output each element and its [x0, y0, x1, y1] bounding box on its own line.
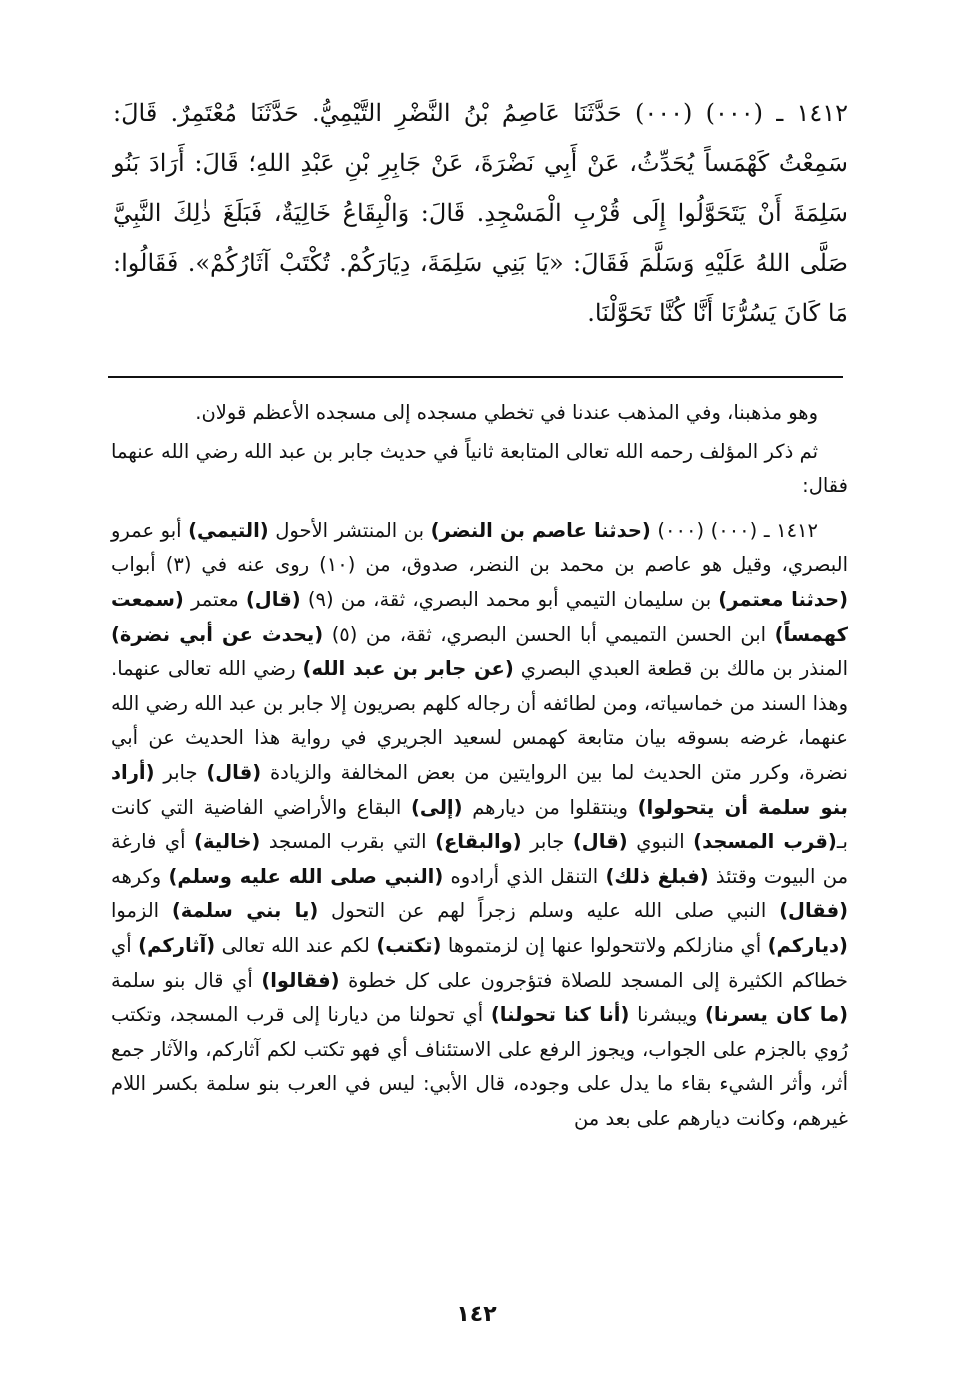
text-segment: وكرهه [111, 864, 169, 888]
text-segment: التنقل الذي أرادوه [443, 864, 606, 888]
text-segment: بن المنتشر الأحول [268, 518, 431, 542]
bold-quote-segment: (أنا كنا تحولنا) [490, 1003, 630, 1027]
bold-quote-segment: (قال) [245, 587, 301, 611]
text-segment: لكم عند الله تعالى [215, 933, 377, 957]
bold-quote-segment: (آثاركم) [138, 933, 216, 957]
bold-quote-segment: (النبي صلى الله عليه وسلم) [168, 864, 444, 888]
text-segment: الزموا [111, 899, 172, 923]
bold-quote-segment: (سمعت كهمساً) [111, 587, 848, 646]
text-segment: أي فارغة من البيوت وقتئذ [111, 830, 849, 888]
bold-quote-segment: (قال) [572, 830, 628, 854]
text-segment: أي خطاكم الكثيرة إلى المسجد للصلاة فتؤجرون على كل خطوة [111, 933, 848, 992]
bold-quote-segment: (حدثنا عاصم بن النضر) [430, 518, 651, 542]
text-segment: أي قال بنو سلمة [111, 968, 262, 992]
footnote-separator [108, 376, 843, 378]
bold-quote-segment: (التيمي) [188, 518, 269, 542]
text-segment: النبوي [627, 830, 694, 854]
bold-quote-segment: (ما كان يسرنا) [705, 1003, 849, 1027]
hadith-text: ١٤١٢ ـ (٠٠٠) (٠٠٠) حَدَّثَنَا عَاصِمُ بْنُ النَّضْرِ التَّيْمِيُّ. حَدَّثَنَا مُعْتَمِرٌ. قَالَ: سَمِعْتُ كَهْمَساً يُحَدِّثُ، عَنْ أَبِي نَضْرَةَ، عَنْ جَابِرِ بْنِ عَبْدِ اللهِ؛ قَالَ: أَرَادَ بَنُو سَلِمَةَ أَنْ يَتَحَوَّلُوا إِلَى قُرْبِ الْمَسْجِدِ. قَالَ: وَالْبِقَاعُ خَالِيَةٌ، فَبَلَغَ ذٰلِكَ النَّبِيَّ صَلَّى اللهُ عَلَيْهِ وَسَلَّمَ فَقَالَ: «يَا بَنِي سَلِمَةَ، دِيَارَكُمْ. تُكْتَبْ آثَارُكُمْ». فَقَالُوا: مَا كَانَ يَسُرُّنَا أَنَّا كُنَّا تَحَوَّلْنَا. [113, 99, 849, 327]
bold-quote-segment: (تكتب) [376, 933, 442, 957]
commentary-intro-2: ثم ذكر المؤلف رحمه الله تعالى المتابعة ثانياً في حديث جابر بن عبد الله رضي الله عنهما فقال: [111, 439, 848, 498]
text-segment: ابن الحسن التميمي أبا الحسن البصري، ثقة، من (٥) [323, 622, 775, 646]
text-segment: التي بقرب المسجد [260, 830, 436, 854]
text-segment: ويبشرنا [629, 1003, 706, 1027]
bold-quote-segment: (والبقاع) [435, 830, 522, 854]
text-segment: أي منازلكم ولاتتحولوا عنها إن لزمتموها [441, 933, 768, 957]
text-segment: رضي الله تعالى عنهما. وهذا السند من خماسياته، ومن لطائفه أن رجاله كلهم بصريون إلا جابر بن عبد الله رضي الله عنهما، غرضه بسوقه بيان متابعة كهمس لسعيد الجريري في رواية هذا الحديث عن أبي نضرة، وكرر متن الحديث لما بين الروايتين من بعض المخالفة والزيادة [111, 657, 848, 784]
bold-quote-segment: (حدثنا معتمر) [718, 587, 849, 611]
bold-quote-segment: (قرب المسجد) [693, 830, 837, 854]
bold-quote-segment: (فبلغ ذلك) [605, 864, 709, 888]
commentary-body [111, 514, 848, 1137]
bold-quote-segment: (دياركم) [767, 933, 848, 957]
bold-quote-segment: (فقالوا) [261, 968, 340, 992]
text-segment: وينتقلوا من ديارهم [462, 795, 638, 819]
text-segment: بن سليمان التيمي أبو محمد البصري، ثقة، من (٩) [300, 587, 719, 611]
bold-quote-segment: (إلى) [410, 795, 463, 819]
text-segment: النبي صلى الله عليه وسلم زجراً لهم عن التحول [318, 899, 780, 923]
bold-quote-segment: (أراد بنو سلمة أن يتحولوا) [111, 760, 848, 819]
text-segment: معتمر [183, 587, 246, 611]
text-segment: أي تحولنا من ديارنا إلى قرب المسجد، وتكتب رُوي بالجزم على الجواب، ويجوز الرفع على الاستئناف أي فهو تكتب لكم آثاركم، والآثار جمع أثر، وأثر الشيء بقاء ما يدل على وجوده، قال الأبي: ليس في العرب بنو سلمة بكسر اللام غيرهم، وكانت ديارهم على بعد من [111, 1003, 848, 1130]
text-segment: جابر [521, 830, 573, 854]
bold-quote-segment: (يا بني سلمة) [171, 899, 319, 923]
commentary-intro-1: وهو مذهبنا، وفي المذهب عندنا في تخطي مسجده إلى مسجده الأعظم قولان. [195, 401, 818, 424]
bold-quote-segment: (فقال) [779, 899, 848, 923]
page-number: ١٤٢ [456, 1302, 497, 1327]
bold-quote-segment: (عن جابر بن عبد الله) [302, 657, 514, 681]
bold-quote-segment: (خالية) [194, 830, 261, 854]
commentary-section [111, 396, 848, 1136]
text-segment: المنذر بن مالك بن قطعة العبدي البصري [513, 657, 848, 681]
text-segment: ١٤١٢ ـ (٠٠٠) (٠٠٠) [650, 518, 819, 542]
text-segment: أبو عمرو البصري، وقيل هو عاصم بن محمد بن النضر، صدوق، من (١٠) روى عنه في (٣) أبواب [111, 518, 849, 577]
bold-quote-segment: (قال) [206, 760, 262, 784]
text-segment: جابر [154, 760, 207, 784]
text-segment: البقاع والأراضي الفاضية التي كانت بـ [111, 795, 848, 854]
bold-quote-segment: (يحدث عن أبي نضرة) [111, 622, 324, 646]
